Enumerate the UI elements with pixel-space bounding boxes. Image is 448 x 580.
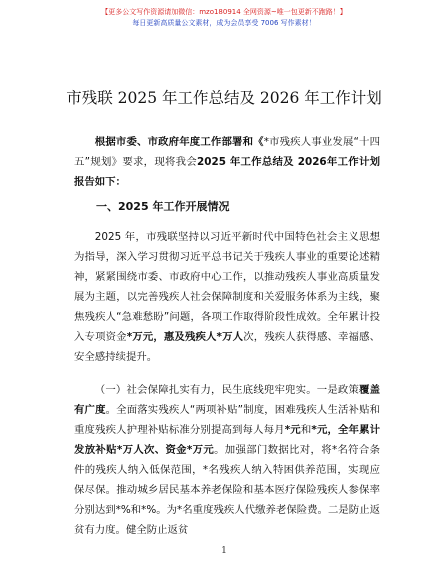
document-body — [74, 132, 380, 540]
paragraph-text: *元 — [284, 424, 301, 436]
paragraph-text: （一）社会保障扎实有力，民生底线兜牢兜实。一是政策 — [94, 384, 360, 396]
promo-banner-line-1: 【更多公文写作资源请加微信：mzo180914 全网资源~唯一包更新不跑路！】 — [101, 8, 347, 16]
paragraph-text: *名符合条件的残疾人纳入低保范围，*名残疾人纳入特困供养范围，实现应保尽保。推动城乡居民基本养老保险和基本医疗保险残疾人参保率分别达到*%和*% — [74, 444, 381, 516]
intro-paragraph — [74, 132, 380, 192]
section-heading: 一、2025 年工作开展情况 — [96, 200, 230, 213]
paragraph-text: *元，全年累计发放补贴*万人次、资金*万元 — [74, 424, 381, 456]
intro-text: 根据市委、市政府年度工作部署和《 — [94, 136, 264, 148]
paragraph-text: *万元，惠及残疾人*万人 — [126, 331, 244, 343]
intro-text: *市残疾人事业发 — [263, 136, 343, 148]
intro-text: 年工作计划报告如下： — [74, 156, 380, 188]
paragraph-text: 次，残疾人获得感、幸福感、安全感持续提升。 — [74, 331, 381, 363]
paragraph-text: 2025 年，市残联坚持以习近平新时代中国特色社会主义思想为指导，深入学习贯彻习近平总书记关于残疾人事业的重要论述精神，紧紧围绕市委、市政府中心工作，以推动残疾人事业高质量发展为主题，以完善残疾人社会保障制度和关爱服务体系为主线，聚焦残疾人“急难愁盼”问题，各项工作取得阶段性成效。全年累计投入专项资金 — [74, 231, 380, 343]
document-title: 市残联 2025 年工作总结及 2026 年工作计划 — [66, 89, 382, 107]
paragraph-text: 和 — [300, 424, 312, 436]
paragraph-text: 。全面落实残疾人“两项补贴”制度，困难残疾人生活补贴和重度残疾人护理补贴标准分别提高到每人每月 — [74, 404, 381, 436]
body-paragraph — [74, 380, 380, 540]
body-paragraph — [74, 227, 380, 367]
intro-text: 2025 年工作总结及 2026 — [197, 156, 327, 168]
intro-text: “十四五”规划》要求，现将我会 — [74, 136, 380, 168]
page-number: 1 — [221, 546, 227, 556]
paragraph-text: 。加强部门数据比对，将 — [214, 444, 332, 456]
intro-text: 展 — [342, 136, 354, 148]
promo-banner-line-2: 每日更新高质量公文素材，成为会员享受 7006 写作素材！ — [132, 19, 316, 27]
paragraph-text: 。为*名重度残疾人代缴养老保险费。二是防止返贫有力度。健全防止返贫 — [74, 504, 380, 536]
paragraph-text: 覆盖有广度 — [74, 384, 381, 416]
